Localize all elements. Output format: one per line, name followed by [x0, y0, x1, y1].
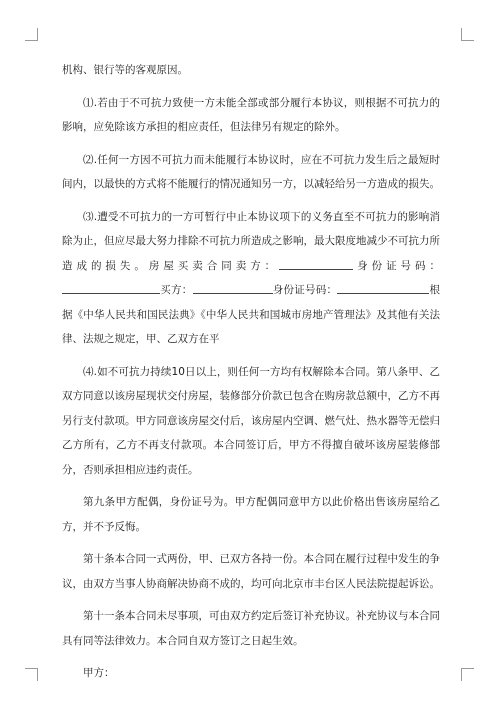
paragraph-3-text-b: 身份证号码：: [353, 259, 441, 272]
buyer-name-blank: [193, 281, 273, 294]
seller-id-blank: [62, 281, 160, 294]
buyer-id-blank: [337, 281, 429, 294]
crop-mark-bottom-right: [461, 668, 474, 681]
crop-mark-bottom-left: [25, 668, 38, 681]
paragraph-force-majeure-4: ⑷.如不可抗力持续10日以上，则任何一方均有权解除本合同。第八条甲、乙双方同意以该房屋现状交付房屋，装修部分价款已包含在购房款总额中，乙方不再另行支付款项。甲方同意该房屋交付后，该房屋内空调、燃气灶、热水器等无偿归乙方所有，乙方不再支付款项。本合同签订后，甲方不得擅自破坏该房屋装修部分，否则承担相应违约责任。: [62, 365, 440, 476]
document-body: [62, 58, 440, 686]
paragraph-3-text-a: ⑶.遭受不可抗力的一方可暂行中止本协议项下的义务直至不可抗力的影响消除为止，但应尽最大努力排除不可抗力所造成之影响，最大限度地减少不可抗力所造成的损失。房屋买卖合同卖方：: [62, 210, 440, 272]
crop-mark-top-right: [461, 28, 474, 41]
paragraph-force-majeure-3: [62, 205, 440, 352]
crop-mark-top-left: [25, 28, 38, 41]
paragraph-3-text-e: 根据《中华人民共和国民法典》《中华人民共和国城市房地产管理法》及其他有关法律、法规之规定，甲、乙双方在平: [62, 284, 440, 345]
paragraph-article-10: 第十条本合同一式两份，甲、已双方各持一份。本合同在履行过程中发生的争议，由双方当事人协商解决协商不成的，均可向北京市丰台区人民法院提起诉讼。: [62, 553, 440, 590]
seller-name-blank: [279, 257, 353, 270]
paragraph-3-text-c: 买方：: [160, 284, 193, 296]
paragraph-3-text-d: 身份证号码：: [272, 284, 338, 296]
paragraph-force-majeure-1: ⑴.若由于不可抗力致使一方未能全部或部分履行本协议，则根据不可抗力的影响，应免除该方承担的相应责任，但法律另有规定的除外。: [62, 96, 440, 133]
paragraph-continuation: 机构、银行等的客观原因。: [62, 64, 188, 76]
party-a-signature-label: 甲方：: [83, 667, 115, 679]
paragraph-force-majeure-2: ⑵.任何一方因不可抗力而未能履行本协议时，应在不可抗力发生后之最短时间内，以最快的方式将不能履行的情况通知另一方，以减轻给另一方造成的损失。: [62, 153, 440, 190]
paragraph-article-11: 第十一条本合同未尽事项，可由双方约定后签订补充协议。补充协议与本合同具有同等法律效力。本合同自双方签订之日起生效。: [62, 610, 440, 647]
paragraph-article-9: 第九条甲方配偶，身份证号为。甲方配偶同意甲方以此价格出售该房屋给乙方，并不予反悔。: [62, 496, 440, 533]
